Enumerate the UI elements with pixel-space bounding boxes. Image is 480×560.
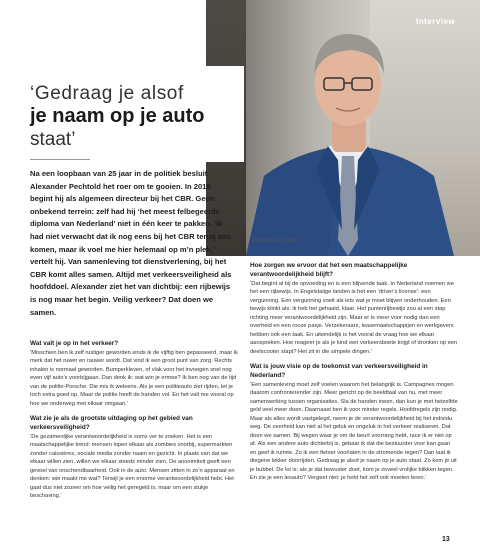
- portrait-figure: [206, 0, 480, 256]
- intro-paragraph: Na een loopbaan van 25 jaar in de politiek besluit Alexander Pechtold het roer om te gooien. In 2019 begint hij als algemeen directeur bij het CBR. Geen onbekend terrein: zelf had hij ‘het meest felbegeerde diploma van Nederland’ niet in één keer te pakken. ‘Ik had niet verwacht dat ik nog eens bij het CBR terug zou komen, maar ik voel me hier helemaal op m’n plek,’ vertelt hij. Van samenleving tot dienstverlening, bij het CBR komt alles samen. Altijd met verkeersveiligheid als hoofddoel. Alexander ziet het van dichtbij: een rijbewijs is nog maar het begin. Veilig verkeer? Dat doen we samen.: [30, 169, 232, 317]
- answer-paragraph: ‘De gezamenlijke verantwoordelijkheid is soms ver te zoeken. Het is een maatschappelijke trend: mensen lopen elkaar als zombies voorbij, supermarkten zonder caissières, sociale media zonder naam en gezicht. In plaats van dat we elkaar willen zien, willen we elkaar steeds minder zien. De anonimiteit geeft een gevoel van onschendbaarheid. Ook in de auto. Mensen zitten in zo’n apparaat en denken: wie maakt me wat? Terwijl je een enorme verantwoordelijkheid hebt. Het gaat dus niet zozeer om hoe veilig het geregeld is, maar om een stukje beschaving.’: [30, 433, 235, 500]
- page-title-line-2: je naam op je auto: [30, 105, 205, 127]
- page-number: 13: [442, 536, 450, 543]
- page-title-line-3: staat’: [30, 129, 76, 150]
- photo-caption: Alexander Pechtold: [252, 238, 300, 244]
- answer-paragraph: ‘Misschien ben ik zelf rustiger geworden sinds ik de vijftig ben gepasseerd, maar ik merk dat het ruwer en rauwer wordt. Dat vind ik een groot punt van zorg. Rechts inhalen is normaal geworden. Bumperkleven, of vlak voor het invoegen snel nog even vijf auto’s voorbijgaan. Dan denk ik: wat win je ermee? Ik ben nog van de tijd van de politie-Porsche. Die mis ik weleens. Als je een politieauto ziet rijden, let je toch extra goed op. Maar de politie heeft de handen vol. En het valt me vooral op hoe we onderweg met elkaar omgaan.’: [30, 349, 239, 407]
- question-heading: Wat is jouw visie op de toekomst van verkeersveiligheid in Nederland?: [250, 363, 428, 379]
- title-divider: [30, 159, 90, 160]
- question-heading: Wat valt je op in het verkeer?: [30, 340, 119, 347]
- left-column: [30, 340, 238, 508]
- portrait-photo: [206, 0, 480, 256]
- page-title-line-1: ‘Gedraag je alsof: [30, 83, 184, 104]
- section-tag: Interview: [416, 17, 456, 26]
- answer-paragraph: ‘Dat begint al bij de opvoeding en is een blijvende taak. In Nederland noemen we het een rijbewijs. In Engelstalige landen is het een ‘driver’s license’: een vergunning. Een vergunning voelt als iets wat je moet blijven onderhouden. Een bewijs klinkt als: ik heb het gehaald, klaar. Het puntenrijbewijs zou al een stap richting meer verantwoordelijkheid zijn. Maar er is meer voor nodig dan een overheid en een rooze pasje. Verzekeraars, leasemaatschappijen en werkgevers hebben ook een taak. En uiteindelijk is het vooral de vraag hoe we elkaar aanspreken. Hoe reageer je als je kind een verkeersboete krijgt of dronken op een deelscooter stapt? Het zit in die simpele dingen.’: [250, 280, 458, 355]
- question-heading: Hoe zorgen we ervoor dat het een maatschappelijke verantwoordelijkheid blijft?: [250, 262, 408, 278]
- right-column: [250, 262, 458, 490]
- question-heading: Wat zie je als de grootste uitdaging op het gebied van verkeersveiligheid?: [30, 415, 193, 432]
- answer-paragraph: ‘Een samenleving moet zelf voelen waarom het belangrijk is. Campagnes mogen daarom confronterender zijn. Meer gericht op de beeldtaal van nu, met meer samenwerking tussen organisaties. Sla de handen ineen, dan kun je met hetzelfde geld veel meer doen. Daarnaast ben ik voor minder regels. Hoofdregels zijn nodig. Maar als alles wordt vastgelegd, neem je de verantwoordelijkheid bij het individu weg. De overheid kan niet al het geluk en ongeluk in het verkeer realiseren. Dat doen we samen. Bij wegen waar je om de beurt voorrang hebt, race ik er niet op af. Als een andere auto dichterbij is, gebaar ik dat die bestuurder voor kan gaan en geef ik ruimte. Zo ik een fietser voorlaten in de stromende regen? Dan laat ik diegene lekker doorrijden. Gedraag je alsof je naam op je auto staat. Zo kom je uit je bubbel. De lol is: als je dat bewuster doet, kom je zoveel vrolijke blikken tegen. En zie je een lesauto? Vergeet niet: je hebt het zelf ook moeten leren.’: [250, 381, 458, 482]
